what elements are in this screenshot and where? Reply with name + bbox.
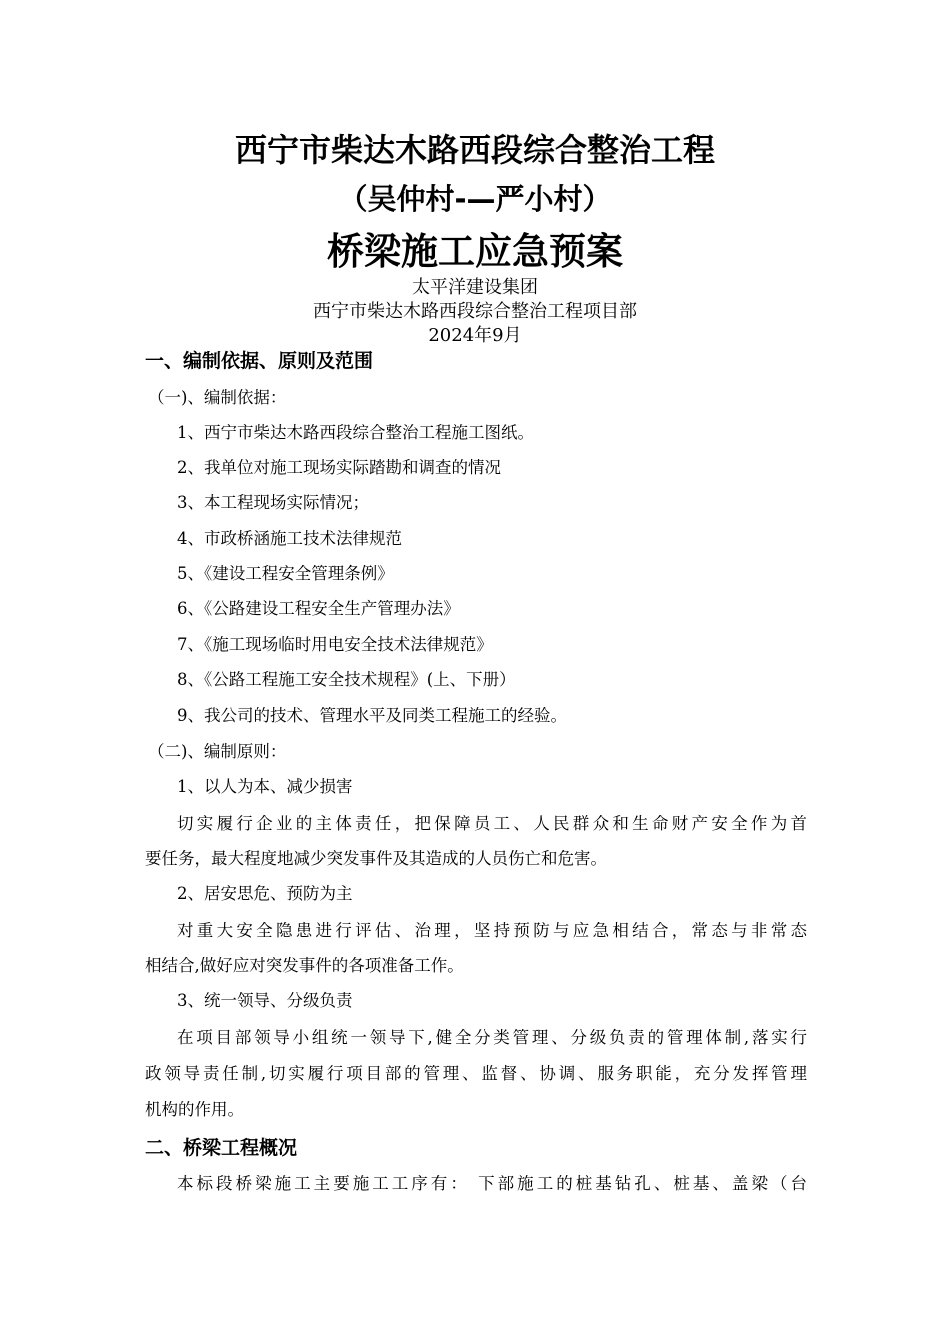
paragraph-line: 切实履行企业的主体责任，把保障员工、人民群众和生命财产安全作为首 bbox=[177, 814, 807, 833]
paragraph-line: 相结合,做好应对突发事件的各项准备工作。 bbox=[145, 956, 464, 975]
list-item: 8、《公路工程施工安全技术规程》(上、下册） bbox=[177, 670, 516, 689]
paragraph-line: 机构的作用。 bbox=[145, 1100, 244, 1119]
principle-title-2: 2、居安思危、预防为主 bbox=[177, 884, 353, 903]
list-item: 1、西宁市柴达木路西段综合整治工程施工图纸。 bbox=[177, 423, 534, 442]
document-title-main: 桥梁施工应急预案 bbox=[327, 230, 623, 273]
section-heading-2: 二、桥梁工程概况 bbox=[145, 1137, 298, 1159]
list-item: 2、我单位对施工现场实际踏勘和调查的情况 bbox=[177, 458, 501, 477]
list-item: 6、《公路建设工程安全生产管理办法》 bbox=[177, 599, 460, 618]
paragraph-line: 政领导责任制,切实履行项目部的管理、监督、协调、服务职能，充分发挥管理 bbox=[145, 1064, 807, 1083]
document-date: 2024年9月 bbox=[428, 325, 522, 346]
document-title-line2: （吴仲村-—严小村） bbox=[338, 182, 612, 216]
department-name: 西宁市柴达木路西段综合整治工程项目部 bbox=[313, 301, 637, 322]
document-title-line1: 西宁市柴达木路西段综合整治工程 bbox=[234, 131, 715, 169]
subsection-heading-basis: （一)、编制依据： bbox=[148, 388, 287, 407]
section-heading-1: 一、编制依据、原则及范围 bbox=[145, 350, 374, 372]
list-item: 4、市政桥涵施工技术法律规范 bbox=[177, 529, 402, 548]
paragraph-line: 本标段桥梁施工主要施工工序有： 下部施工的桩基钻孔、桩基、盖梁（台 bbox=[177, 1174, 807, 1193]
paragraph-line: 要任务，最大程度地减少突发事件及其造成的人员伤亡和危害。 bbox=[145, 849, 607, 868]
subsection-heading-principles: （二)、编制原则： bbox=[148, 742, 287, 761]
list-item: 5、《建设工程安全管理条例》 bbox=[177, 564, 394, 583]
list-item: 3、本工程现场实际情况； bbox=[177, 493, 369, 512]
list-item: 7、《施工现场临时用电安全技术法律规范》 bbox=[177, 635, 493, 654]
principle-title-3: 3、统一领导、分级负责 bbox=[177, 991, 353, 1010]
paragraph-line: 对重大安全隐患进行评估、治理，坚持预防与应急相结合，常态与非常态 bbox=[177, 921, 807, 940]
principle-title-1: 1、以人为本、减少损害 bbox=[177, 777, 353, 796]
paragraph-line: 在项目部领导小组统一领导下,健全分类管理、分级负责的管理体制,落实行 bbox=[177, 1028, 807, 1047]
company-name: 太平洋建设集团 bbox=[412, 277, 538, 298]
list-item: 9、我公司的技术、管理水平及同类工程施工的经验。 bbox=[177, 706, 567, 725]
